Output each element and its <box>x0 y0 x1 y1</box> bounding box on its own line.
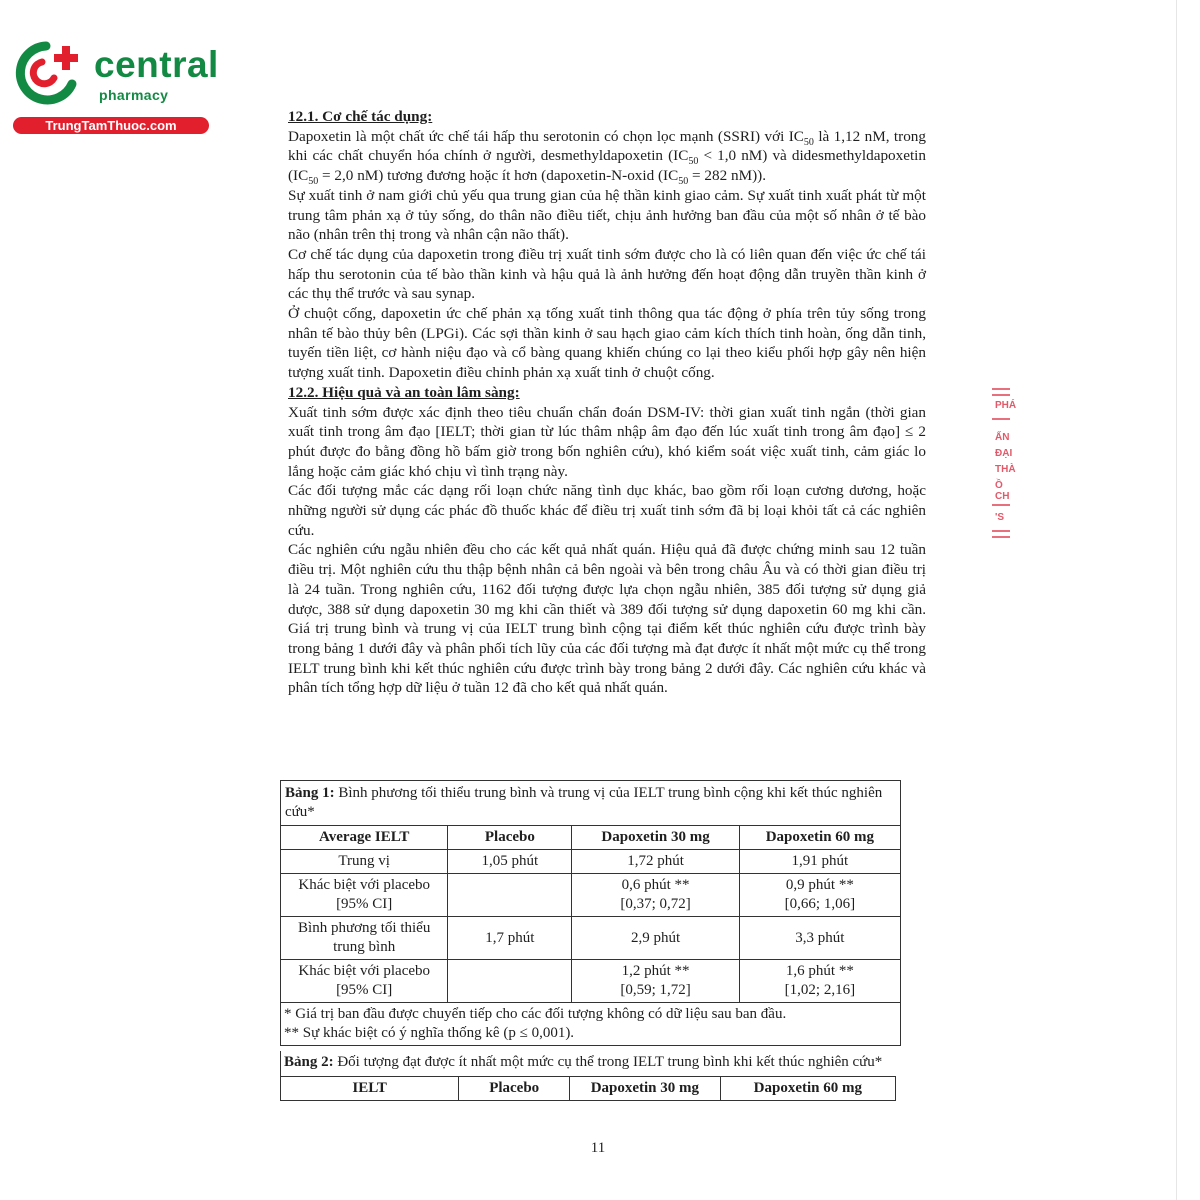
table-2 <box>280 1051 896 1101</box>
paragraph-ic50 <box>288 127 926 186</box>
scan-edge <box>1176 0 1177 1200</box>
header-cell: Dapoxetin 30 mg <box>572 826 739 850</box>
paragraph-sympathetic: Sự xuất tinh ở nam giới chủ yếu qua trung gian của hệ thần kinh giao cảm. Sự xuất tinh xuất phát từ một trung tâm phản xạ ở tủy sống, do thân não điều tiết, chịu ảnh hưởng ban đầu của một số nhân ở tế bào não (nhân trên thị trong và nhân cận não thất). <box>288 186 926 244</box>
table-row <box>281 917 901 960</box>
caption-label: Bảng 2: <box>284 1054 334 1070</box>
table-row <box>281 874 901 917</box>
table-cell: 1,91 phút <box>739 850 900 874</box>
stamp-text: Ồ CH <box>995 480 1010 502</box>
text-run: là 1,12 nM, trong khi các chất chuyển hóa chính ở người, desmethyldapoxetin (IC <box>288 127 926 165</box>
table-1-notes <box>281 1003 901 1046</box>
stamp-text: 'S <box>995 512 1005 523</box>
caption-text: Đối tượng đạt được ít nhất một mức cụ thể trong IELT trung bình khi kết thúc nghiên cứu* <box>333 1054 883 1070</box>
paragraph-dsm-iv: Xuất tinh sớm được xác định theo tiêu chuẩn chẩn đoán DSM-IV: thời gian xuất tinh ngắn (thời gian xuất tinh trong âm đạo [IELT; thời gian từ lúc thâm nhập âm đạo đến lúc xuất tinh trong âm đạo] ≤ 2 phút được đo bằng đồng hồ bấm giờ trong bốn nghiên cứu), khó kiểm soát việc xuất tinh, cảm giác lo lắng hoặc cảm giác khó chịu vì tình trạng này. <box>288 403 926 480</box>
table-cell: Bình phương tối thiểu trung bình <box>281 917 448 960</box>
stamp-text: ĐẠI <box>995 448 1013 459</box>
header-cell: Placebo <box>448 826 572 850</box>
table-1-caption <box>281 781 901 826</box>
paragraph-exclusion: Các đối tượng mắc các dạng rối loạn chức năng tình dục khác, bao gồm rối loạn cương dương, hoặc những người sử dụng các phác đồ thuốc khác để điều trị xuất tinh sớm đã bị loại khỏi tất cả các nghiên cứu. <box>288 482 926 539</box>
table-cell: 0,6 phút ** [0,37; 0,72] <box>572 874 739 917</box>
table-cell: Khác biệt với placebo [95% CI] <box>281 960 448 1003</box>
page-number: 11 <box>590 1140 606 1156</box>
subscript: 50 <box>803 136 814 148</box>
header-cell: IELT <box>281 1077 459 1101</box>
table-cell: Trung vị <box>281 850 448 874</box>
table-2-caption <box>280 1051 896 1076</box>
central-pharmacy-logo-icon <box>10 38 88 108</box>
brand-name: central <box>94 44 219 85</box>
table-cell: 1,05 phút <box>448 850 572 874</box>
caption-label: Bảng 1: <box>285 785 335 801</box>
header-cell: Average IELT <box>281 826 448 850</box>
caption-text: Bình phương tối thiểu trung bình và trung vị của IELT trung bình cộng khi kết thúc nghiên cứu* <box>285 785 883 820</box>
paragraph-mechanism: Cơ chế tác dụng của dapoxetin trong điều trị xuất tinh sớm được cho là có liên quan đến việc ức chế tái hấp thu serotonin của tế bào thần kinh và hậu quả là ảnh hưởng đến hoạt động dẫn truyền thần kinh ở các thụ thể trước và sau synap. <box>288 245 926 303</box>
table-2-header-row <box>281 1077 896 1101</box>
table-cell: 1,2 phút ** [0,59; 1,72] <box>572 960 739 1003</box>
brand-subtitle: pharmacy <box>99 87 169 103</box>
table-cell: 1,72 phút <box>572 850 739 874</box>
section-heading-mechanism: 12.1. Cơ chế tác dụng: <box>288 108 433 125</box>
text-run: = 2,0 nM) tương đương hoặc ít hơn (dapoxetin-N-oxid (IC <box>318 167 679 185</box>
subscript: 50 <box>688 156 699 168</box>
table-1 <box>280 780 901 1046</box>
text-run: = 282 nM)). <box>688 167 766 185</box>
table-cell: 2,9 phút <box>572 917 739 960</box>
paragraph-rat-study: Ở chuột cống, dapoxetin ức chế phản xạ tống xuất tinh thông qua tác động ở phía trên tủy sống trong nhân tế bào thủy bên (LPGi). Các sợi thần kinh ở sau hạch giao cảm kích thích tinh hoàn, ống dẫn tinh, tuyến tiền liệt, cơ hành niệu đạo và cổ bàng quang khiến chúng co lại theo kiểu phối hợp gây nên hiện tượng xuất tinh. Dapoxetin điều chỉnh phản xạ xuất tinh ở chuột cống. <box>288 305 926 382</box>
table-cell: 0,9 phút ** [0,66; 1,06] <box>739 874 900 917</box>
table-cell: 1,7 phút <box>448 917 572 960</box>
subscript: 50 <box>308 176 319 188</box>
table-cell: Khác biệt với placebo [95% CI] <box>281 874 448 917</box>
table-cell: 3,3 phút <box>739 917 900 960</box>
table-cell <box>448 874 572 917</box>
stamp-text: ẤN <box>995 432 1010 443</box>
stamp-text: THÀ <box>995 464 1016 475</box>
header-cell: Dapoxetin 60 mg <box>720 1077 895 1101</box>
header-cell: Dapoxetin 30 mg <box>570 1077 721 1101</box>
table-row <box>281 960 901 1003</box>
header-cell: Placebo <box>459 1077 570 1101</box>
stamp-text: PHÁ <box>995 400 1017 411</box>
section-heading-efficacy: 12.2. Hiệu quả và an toàn lâm sàng: <box>288 383 520 401</box>
subscript: 50 <box>678 176 689 188</box>
brand-website[interactable]: TrungTamThuoc.com <box>13 117 209 134</box>
footnote-1: * Giá trị ban đầu được chuyển tiếp cho các đối tượng không có dữ liệu sau ban đầu. <box>284 1006 787 1022</box>
table-1-body <box>281 850 901 1003</box>
document-body <box>288 107 926 698</box>
header-cell: Dapoxetin 60 mg <box>739 826 900 850</box>
table-cell: 1,6 phút ** [1,02; 2,16] <box>739 960 900 1003</box>
text-run: < 1,0 nM) và didesmethyldapoxetin (IC <box>288 147 926 185</box>
red-stamp <box>992 386 1018 546</box>
brand-logo <box>10 38 220 138</box>
footnote-2: ** Sự khác biệt có ý nghĩa thống kê (p ≤ 0,001). <box>284 1025 575 1041</box>
table-row <box>281 850 901 874</box>
paragraph-studies: Các nghiên cứu ngẫu nhiên đều cho các kết quả nhất quán. Hiệu quả đã được chứng minh sau 12 tuần điều trị. Một nghiên cứu thu thập bệnh nhân cả bên ngoài và bên trong châu Âu và có thời gian điều trị là 24 tuần. Trong nghiên cứu, 1162 đối tượng được lựa chọn ngẫu nhiên, 385 đối tượng sử dụng giả dược, 388 sử dụng dapoxetin 30 mg khi cần thiết và 389 đối tượng sử dụng dapoxetin 60 mg khi cần. Giá trị trung bình và trung vị của IELT trung bình cộng tại điểm kết thúc nghiên cứu được trình bày trong bảng 1 dưới đây và phân phối tích lũy của các đối tượng mà đạt được ít nhất một mức cụ thể trong IELT trung bình khi kết thúc nghiên cứu được trình bày trong bảng 2 dưới đây. Các nghiên cứu khác và phân tích tổng hợp dữ liệu ở tuần 12 đã cho kết quả nhất quán. <box>288 541 926 697</box>
table-1-header-row <box>281 826 901 850</box>
text-run: Dapoxetin là một chất ức chế tái hấp thu serotonin có chọn lọc mạnh (SSRI) với IC <box>288 127 804 145</box>
table-cell <box>448 960 572 1003</box>
